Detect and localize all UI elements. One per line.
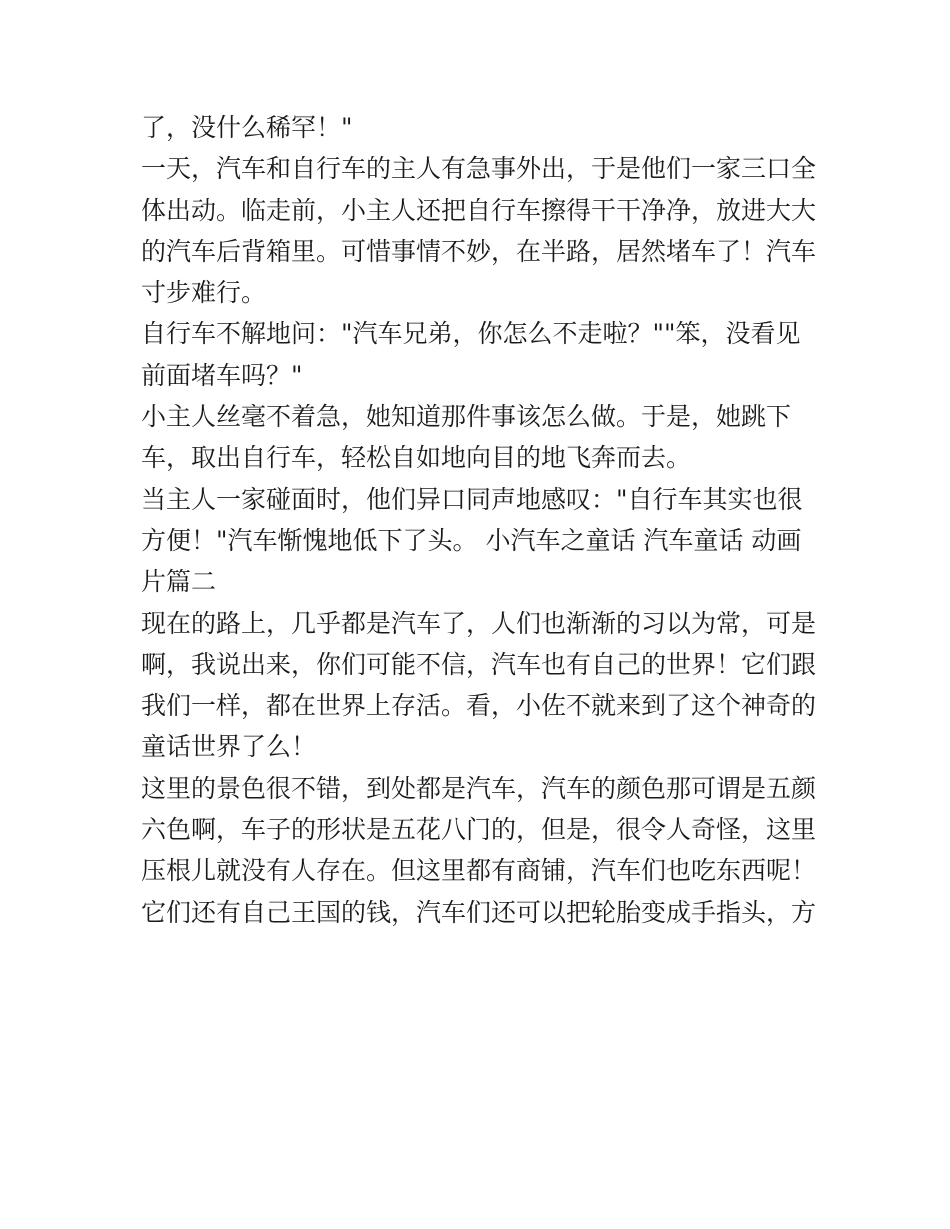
text-line: 当主人一家碰面时，他们异口同声地感叹："自行车其实也很 [141,484,803,514]
text-line: 这里的景色很不错，到处都是汽车，汽车的颜色那可谓是五颜 [141,773,817,803]
text-line: 啊，我说出来，你们可能不信，汽车也有自己的世界！它们跟 [141,649,817,679]
text-line: 车，取出自行车，轻松自如地向目的地飞奔而去。 [141,443,692,473]
text-line: 片篇二 [141,567,217,597]
text-line: 体出动。临走前，小主人还把自行车擦得干干净净，放进大大 [141,195,817,225]
text-line: 小主人丝毫不着急，她知道那件事该怎么做。于是，她跳下 [141,402,792,432]
text-line: 前面堵车吗？" [141,360,303,390]
text-line: 童话世界了么！ [141,732,317,762]
body-text [141,107,821,933]
text-line: 六色啊，车子的形状是五花八门的，但是，很令人奇怪，这里 [141,815,817,845]
text-line: 方便！"汽车惭愧地低下了头。 小汽车之童话 汽车童话 动画 [141,525,802,555]
text-line: 压根儿就没有人存在。但这里都有商铺，汽车们也吃东西呢！ [141,856,817,886]
text-line: 寸步难行。 [141,278,267,308]
text-line: 自行车不解地问："汽车兄弟，你怎么不走啦？""笨，没看见 [141,319,801,349]
text-line: 现在的路上，几乎都是汽车了，人们也渐渐的习以为常，可是 [141,608,817,638]
text-line: 它们还有自己王国的钱，汽车们还可以把轮胎变成手指头，方 [141,897,817,927]
text-line: 我们一样，都在世界上存活。看，小佐不就来到了这个神奇的 [141,691,817,721]
text-line: 了，没什么稀罕！" [141,113,353,142]
text-line: 一天，汽车和自行车的主人有急事外出，于是他们一家三口全 [141,154,817,184]
text-line: 的汽车后背箱里。可惜事情不妙，在半路，居然堵车了！汽车 [141,236,817,266]
